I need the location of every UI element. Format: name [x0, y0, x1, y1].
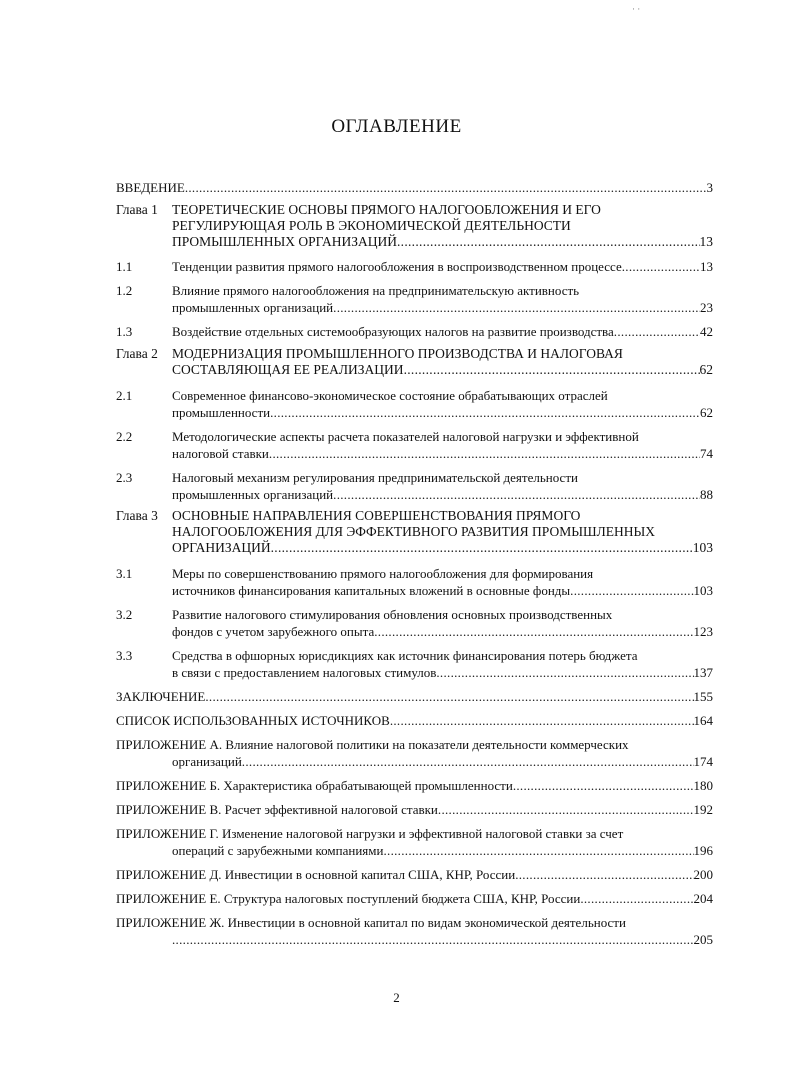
toc-number: 1.1: [116, 259, 133, 274]
toc-title-line: Современное финансово-экономическое состояние обрабатывающих отраслей: [172, 388, 608, 403]
toc-page: 42: [700, 324, 713, 339]
page-number: 2: [393, 990, 400, 1005]
toc-entry-section[interactable]: [116, 388, 713, 420]
toc-page: 23: [700, 300, 713, 315]
toc-title: ПРОМЫШЛЕННЫХ ОРГАНИЗАЦИЙ: [172, 234, 397, 249]
toc-leader: [515, 867, 693, 882]
toc-title: ПРИЛОЖЕНИЕ Д. Инвестиции в основной капитал США, КНР, России: [116, 867, 516, 882]
toc-title-line: Влияние прямого налогообложения на предпринимательскую активность: [172, 283, 580, 298]
toc-title: операций с зарубежными компаниями: [172, 843, 384, 858]
toc-entry-section[interactable]: [116, 324, 713, 339]
toc-leader: [404, 362, 700, 378]
toc-page: 192: [693, 802, 713, 817]
toc-page: 62: [700, 405, 713, 420]
toc-title: Тенденции развития прямого налогообложения в воспроизводственном процессе: [172, 259, 622, 274]
toc-leader: [333, 300, 700, 315]
toc-title-line: Средства в офшорных юрисдикциях как источник финансирования потерь бюджета: [172, 648, 638, 663]
toc-title-line: Развитие налогового стимулирования обновления основных производственных: [172, 607, 613, 622]
toc-number: Глава 2: [116, 346, 158, 361]
toc-number: 2.3: [116, 470, 133, 485]
toc-title: промышленных организаций: [172, 300, 334, 315]
toc-entry-appendix[interactable]: [116, 826, 713, 858]
toc-title-line: ТЕОРЕТИЧЕСКИЕ ОСНОВЫ ПРЯМОГО НАЛОГООБЛОЖЕНИЯ И ЕГО: [172, 202, 601, 217]
toc-title-line: ПРИЛОЖЕНИЕ А. Влияние налоговой политики на показатели деятельности коммерческих: [116, 737, 629, 752]
toc-title: СОСТАВЛЯЮЩАЯ ЕЕ РЕАЛИЗАЦИИ: [172, 362, 404, 377]
toc-title: промышленности: [172, 405, 271, 420]
toc-page: 103: [692, 540, 713, 555]
toc-entry[interactable]: [116, 180, 713, 195]
toc-entry-section[interactable]: [116, 429, 713, 461]
toc-leader: [513, 778, 694, 793]
toc-number: 3.2: [116, 607, 133, 622]
toc-entry-appendix[interactable]: [116, 778, 713, 793]
toc-title: ОРГАНИЗАЦИЙ: [172, 540, 271, 555]
toc-entry-section[interactable]: [116, 566, 713, 598]
toc-title: налоговой ставки: [172, 446, 269, 461]
toc-title: фондов с учетом зарубежного опыта: [172, 624, 375, 639]
toc-number: 3.3: [116, 648, 133, 663]
toc-title-line: Налоговый механизм регулирования предпринимательской деятельности: [172, 470, 578, 485]
toc-page: 103: [693, 583, 713, 598]
toc-title-line: Меры по совершенствованию прямого налогообложения для формирования: [172, 566, 594, 581]
toc-leader: [614, 324, 700, 339]
toc-leader: [205, 689, 693, 704]
toc-page: 205: [693, 932, 713, 947]
toc-number: 2.2: [116, 429, 133, 444]
toc-title: источников финансирования капитальных вложений в основные фонды: [172, 583, 571, 598]
toc-title: СПИСОК ИСПОЛЬЗОВАННЫХ ИСТОЧНИКОВ: [116, 713, 390, 728]
toc-page: 88: [700, 487, 713, 502]
toc-leader: [333, 487, 700, 502]
toc-title-line: ПРИЛОЖЕНИЕ Г. Изменение налоговой нагрузки и эффективной налоговой ставки за счет: [116, 826, 624, 841]
toc-number: 3.1: [116, 566, 133, 581]
scan-marks: · ·: [632, 4, 641, 14]
toc-leader: [622, 259, 700, 274]
page-title: ОГЛАВЛЕНИЕ: [331, 116, 462, 137]
toc-title: Воздействие отдельных системообразующих налогов на развитие производства: [172, 324, 614, 339]
toc-leader: [185, 180, 707, 195]
toc-page: 164: [693, 713, 713, 728]
toc-leader: [271, 540, 693, 556]
toc-page: 123: [693, 624, 713, 639]
toc-leader: [438, 802, 694, 817]
toc-title: ПРИЛОЖЕНИЕ Б. Характеристика обрабатывающей промышленности: [116, 778, 513, 793]
toc-entry-section[interactable]: [116, 470, 713, 502]
toc-entry-chapter[interactable]: [116, 508, 713, 556]
toc-number: 1.3: [116, 324, 133, 339]
toc-title-line: МОДЕРНИЗАЦИЯ ПРОМЫШЛЕННОГО ПРОИЗВОДСТВА И НАЛОГОВАЯ: [172, 346, 623, 361]
toc-title-line: НАЛОГООБЛОЖЕНИЯ ДЛЯ ЭФФЕКТИВНОГО РАЗВИТИЯ ПРОМЫШЛЕННЫХ: [172, 524, 656, 539]
toc-entry-section[interactable]: [116, 259, 713, 274]
toc-leader: [570, 583, 693, 598]
toc-entry[interactable]: [116, 713, 713, 728]
toc-title: ПРИЛОЖЕНИЕ Е. Структура налоговых поступлений бюджета США, КНР, России: [116, 891, 581, 906]
toc-leader: [383, 843, 693, 858]
toc-number: Глава 1: [116, 202, 158, 217]
toc-title: ПРИЛОЖЕНИЕ В. Расчет эффективной налоговой ставки: [116, 802, 438, 817]
toc-entry-section[interactable]: [116, 283, 713, 315]
toc-entry-appendix[interactable]: [116, 802, 713, 817]
toc-entry-section[interactable]: [116, 607, 713, 639]
toc-page: 180: [693, 778, 713, 793]
toc-page: 137: [693, 665, 713, 680]
toc-entry-appendix[interactable]: [116, 891, 713, 906]
toc-leader: [436, 665, 693, 680]
toc-page: 74: [700, 446, 713, 461]
toc-entry-appendix[interactable]: [116, 737, 713, 769]
toc-number: Глава 3: [116, 508, 158, 523]
toc-leader: [374, 624, 693, 639]
toc-entry-appendix[interactable]: [116, 915, 713, 947]
toc-entry-appendix[interactable]: [116, 867, 713, 882]
toc-title-line: ОСНОВНЫЕ НАПРАВЛЕНИЯ СОВЕРШЕНСТВОВАНИЯ ПРЯМОГО: [172, 508, 581, 523]
toc-page: 155: [693, 689, 713, 704]
toc-page: 174: [693, 754, 713, 769]
toc-title-line: РЕГУЛИРУЮЩАЯ РОЛЬ В ЭКОНОМИЧЕСКОЙ ДЕЯТЕЛЬНОСТИ: [172, 218, 571, 233]
toc-page: 204: [693, 891, 713, 906]
toc-page: 200: [693, 867, 713, 882]
toc-entry[interactable]: [116, 689, 713, 704]
toc-title: в связи с предоставлением налоговых стимулов: [172, 665, 437, 680]
toc-page: 62: [699, 362, 713, 377]
toc-page: 196: [693, 843, 713, 858]
toc-title: ВВЕДЕНИЕ: [116, 180, 185, 195]
toc-number: 2.1: [116, 388, 133, 403]
toc-leader: [269, 446, 700, 461]
toc-entry-chapter[interactable]: [116, 346, 713, 378]
toc-page: 13: [700, 259, 713, 274]
toc-leader: [580, 891, 693, 906]
table-of-contents: [116, 180, 713, 947]
toc-page: 3: [706, 180, 713, 195]
toc-title: организаций: [172, 754, 242, 769]
toc-entry-chapter[interactable]: [116, 202, 713, 250]
toc-title-line: Методологические аспекты расчета показателей налоговой нагрузки и эффективной: [172, 429, 639, 444]
toc-entry-section[interactable]: [116, 648, 713, 680]
toc-leader: [390, 713, 694, 728]
toc-page: 13: [699, 234, 713, 249]
toc-leader: [172, 932, 694, 947]
toc-leader: [242, 754, 694, 769]
toc-title-line: ПРИЛОЖЕНИЕ Ж. Инвестиции в основной капитал по видам экономической деятельности: [116, 915, 626, 930]
toc-leader: [270, 405, 700, 420]
toc-title: промышленных организаций: [172, 487, 334, 502]
toc-number: 1.2: [116, 283, 133, 298]
toc-title: ЗАКЛЮЧЕНИЕ: [116, 689, 206, 704]
toc-leader: [397, 234, 700, 250]
